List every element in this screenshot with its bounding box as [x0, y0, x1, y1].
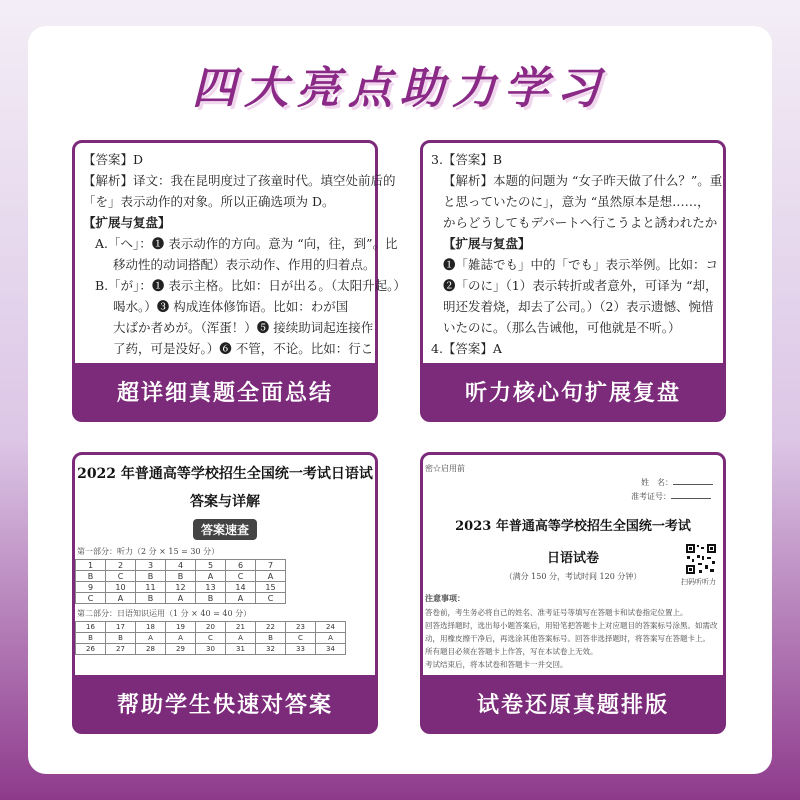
doc-line: A.「へ」：❶ 表示动作的方向。意为 “向，往，到”。比 [95, 236, 398, 251]
table-cell: 1 [76, 560, 106, 571]
table-cell: A [196, 571, 226, 582]
section-label: 第一部分：听力（2 分 × 15 = 30 分） [77, 547, 220, 556]
table-row [76, 622, 346, 633]
table-cell: 20 [196, 622, 226, 633]
table-cell: 18 [136, 622, 166, 633]
feature-card-listening [420, 140, 726, 422]
table-cell: B [256, 633, 286, 644]
table-cell: C [286, 633, 316, 644]
table-cell: B [136, 593, 166, 604]
exam-title: 2023 年普通高等学校招生全国统一考试 [455, 519, 691, 534]
table-cell: B [196, 593, 226, 604]
table-cell: A [136, 633, 166, 644]
doc-line: 【答案】D [83, 152, 144, 167]
table-cell: 32 [256, 644, 286, 655]
table-cell: 31 [226, 644, 256, 655]
table-cell: 12 [166, 582, 196, 593]
note-line: 所有题目必须在答题卡上作答，写在本试卷上无效。 [425, 647, 598, 656]
note-line: 答卷前，考生务必将自己的姓名、准考证号等填写在答题卡和试卷指定位置上。 [425, 608, 688, 617]
card-doc-preview [75, 143, 406, 363]
secret-label: 密☆启用前 [425, 464, 465, 473]
doc-line: 「を」表示动作的对象。所以正确选项为 D。 [83, 194, 335, 209]
exam-id-label: 准考证号： [631, 491, 711, 502]
note-line: 考试结束后，将本试卷和答题卡一并交回。 [425, 660, 568, 669]
feature-card-summary [72, 140, 406, 422]
section-label: 第二部分：日语知识运用（1 分 × 40 = 40 分） [77, 609, 252, 618]
table-cell: 34 [316, 644, 346, 655]
note-line: 动，用橡皮擦干净后，再选涂其他答案标号。回答非选择题时，将答案写在答题卡上。 [425, 634, 710, 643]
table-cell: 16 [76, 622, 106, 633]
table-cell: 22 [256, 622, 286, 633]
doc-line: B.「が」：❶ 表示主格。比如：日が出る。（太阳升起。） [95, 278, 406, 293]
table-cell: 24 [316, 622, 346, 633]
table-cell: 21 [226, 622, 256, 633]
table-cell: 28 [136, 644, 166, 655]
table-cell: A [226, 633, 256, 644]
doc-line: 【扩展与复盘】 [443, 236, 531, 251]
doc-line: いたのに。（那么告诫他，可他就是不听。） [443, 320, 681, 335]
table-cell: B [76, 571, 106, 582]
answer-key-pill: 答案速查 [193, 519, 257, 540]
note-line: 回答选择题时，选出每小题答案后，用铅笔把答题卡上对应题目的答案标号涂黑。如需改 [425, 621, 718, 630]
card-banner: 听力核心句扩展复盘 [423, 363, 723, 419]
table-cell: 3 [136, 560, 166, 571]
table-cell: A [106, 593, 136, 604]
table-row [76, 582, 286, 593]
doc-line: 明还发着烧，却去了公司。）（2）表示遗憾、惋惜 [443, 299, 714, 314]
table-cell: 14 [226, 582, 256, 593]
table-cell: 13 [196, 582, 226, 593]
table-row [76, 560, 286, 571]
doc-line: ❷「のに」（1）表示转折或者意外，可译为 “却， [443, 278, 718, 293]
table-cell: B [136, 571, 166, 582]
table-cell: 4 [166, 560, 196, 571]
table-cell: B [166, 571, 196, 582]
table-cell: 10 [106, 582, 136, 593]
card-banner: 试卷还原真题排版 [423, 675, 723, 731]
table-cell: A [166, 633, 196, 644]
table-cell: 27 [106, 644, 136, 655]
answer-table-listening [75, 559, 286, 604]
table-cell: B [76, 633, 106, 644]
table-cell: C [76, 593, 106, 604]
table-cell: 29 [166, 644, 196, 655]
headline: 四大亮点助力学习 [192, 63, 608, 114]
doc-line: 4.【答案】A [431, 341, 502, 356]
table-cell: A [316, 633, 346, 644]
card-doc-preview [423, 143, 723, 363]
qr-caption: 扫码听听力 [681, 578, 716, 586]
card-banner: 超详细真题全面总结 [75, 363, 375, 419]
table-row [76, 571, 286, 582]
doc-line: 【解析】译文：我在昆明度过了孩童时代。填空处前后的 [83, 173, 396, 188]
table-row [76, 593, 286, 604]
table-cell: C [196, 633, 226, 644]
table-cell: 11 [136, 582, 166, 593]
doc-line: 喝水。）❸ 构成连体修饰语。比如：わが国 [113, 299, 349, 314]
table-cell: 7 [256, 560, 286, 571]
name-label: 姓 名： [641, 477, 713, 488]
table-cell: C [106, 571, 136, 582]
table-cell: A [256, 571, 286, 582]
score-note: （满分 150 分，考试时间 120 分钟） [504, 572, 642, 581]
table-cell: 6 [226, 560, 256, 571]
doc-line: と思っていたのに」，意为 “虽然原本是想……， [443, 194, 710, 209]
doc-line: 了药，可是没好。）❻ 不管，不论。比如：行こ [113, 341, 374, 356]
doc-line: からどうしてもデパートへ行こうよと誘われたか [443, 215, 718, 230]
table-cell: 23 [286, 622, 316, 633]
table-cell: 19 [166, 622, 196, 633]
exam-subtitle: 答案与详解 [190, 494, 260, 510]
doc-line: 3.【答案】B [431, 152, 503, 167]
card-doc-preview [75, 455, 375, 675]
table-cell: 15 [256, 582, 286, 593]
table-row [76, 644, 346, 655]
doc-line: 【扩展与复盘】 [83, 215, 171, 230]
table-cell: C [226, 571, 256, 582]
table-cell: 33 [286, 644, 316, 655]
table-cell: 9 [76, 582, 106, 593]
table-cell: B [106, 633, 136, 644]
table-cell: 26 [76, 644, 106, 655]
table-cell: 5 [196, 560, 226, 571]
exam-title: 2022 年普通高等学校招生全国统一考试日语试 [77, 466, 373, 482]
doc-line: ❶「雑誌でも」中的「でも」表示举例。比如：コ [443, 257, 719, 272]
answer-table-knowledge [75, 621, 346, 655]
card-doc-preview [423, 455, 723, 675]
doc-line: 移动性的动词搭配）表示动作、作用的归着点。 [113, 257, 376, 272]
notes-title: 注意事项： [425, 593, 465, 603]
qr-code-icon [685, 543, 717, 575]
feature-card-exam-layout [420, 452, 726, 734]
doc-line: 大ばか者めが。（浑蛋！）❺ 接续助词起连接作 [113, 320, 374, 335]
feature-card-answer-key [72, 452, 378, 734]
exam-subject: 日语试卷 [546, 551, 599, 566]
table-cell: A [166, 593, 196, 604]
card-banner: 帮助学生快速对答案 [75, 675, 375, 731]
doc-line: 【解析】本题的问题为 “女子昨天做了什么？”。重 [443, 173, 723, 188]
table-cell: C [256, 593, 286, 604]
table-row [76, 633, 346, 644]
table-cell: 17 [106, 622, 136, 633]
table-cell: A [226, 593, 256, 604]
table-cell: 30 [196, 644, 226, 655]
table-cell: 2 [106, 560, 136, 571]
